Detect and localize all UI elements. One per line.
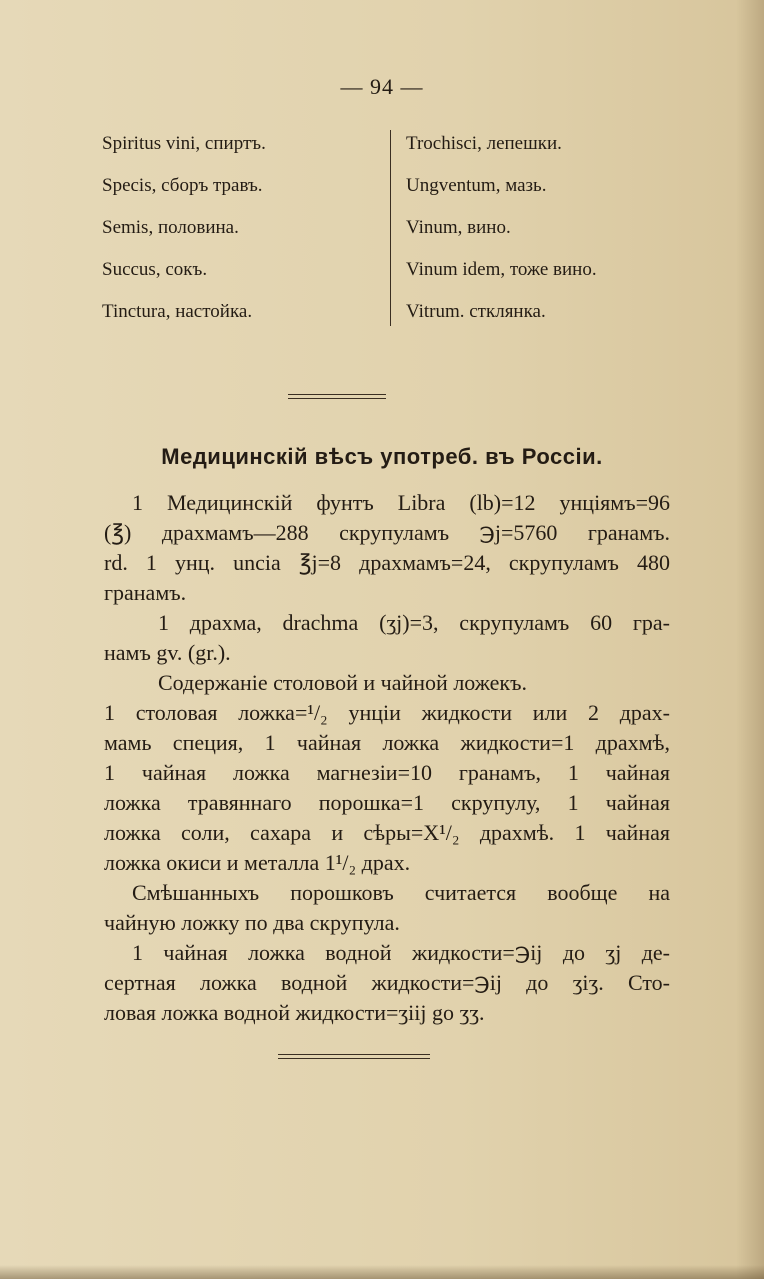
body-text (104, 488, 670, 1028)
text-line: гранамъ. (104, 580, 187, 605)
text-line: ложка окиси и металла 1¹/₂ драх. (104, 850, 411, 875)
section-divider-rule (288, 394, 386, 399)
text-line: сертная ложка водной жидкости=℈ij до ʒiʒ. Сто- (104, 970, 670, 995)
text-line: намъ gv. (gr.). (104, 640, 231, 665)
text-line: 1 чайная ложка магнезіи=10 гранамъ, 1 чайная (104, 760, 670, 785)
glossary-entry: Trochisci, лепешки. (406, 133, 562, 154)
glossary-right-column (406, 128, 666, 338)
glossary-entry: Specis, сборъ травъ. (102, 175, 263, 196)
page-number: — 94 — (340, 74, 424, 99)
text-line: 1 чайная ложка водной жидкости=℈ij до ʒj де- (132, 940, 670, 965)
section-heading: Медицинскій вѣсъ употреб. въ Россіи. (161, 444, 603, 469)
glossary-entry: Spiritus vini, спиртъ. (102, 133, 266, 154)
glossary-entry: Ungventum, мазь. (406, 175, 547, 196)
page-bottom-shadow (0, 1265, 764, 1279)
text-line: мамь специя, 1 чайная ложка жидкости=1 драхмѣ, (104, 730, 670, 755)
text-line: Смѣшанныхъ порошковъ считается вообще на (132, 880, 670, 905)
glossary-entry: Tinctura, настойка. (102, 301, 253, 322)
text-line: 1 драхма, drachma (ʒj)=3, скрупуламъ 60 гра- (158, 610, 670, 635)
column-divider (390, 130, 391, 326)
text-line: чайную ложку по два скрупула. (104, 910, 400, 935)
text-line: (℥) драхмамъ—288 скрупуламъ ℈j=5760 гранамъ. (104, 520, 670, 545)
text-line: 1 столовая ложка=¹/₂ унціи жидкости или 2 драх- (104, 700, 670, 725)
glossary-left-column (102, 128, 390, 338)
text-line: Содержаніе столовой и чайной ложекъ. (158, 670, 527, 695)
text-line: ложка травяннаго порошка=1 скрупулу, 1 чайная (104, 790, 670, 815)
text-line: ловая ложка водной жидкости=ʒiij go ʒʒ. (104, 1000, 485, 1025)
glossary-entry: Vitrum. стклянка. (406, 301, 546, 322)
text-line: ложка соли, сахара и сѣры=X¹/₂ драхмѣ. 1 чайная (104, 820, 670, 845)
glossary-entry: Succus, сокъ. (102, 259, 208, 280)
text-line: 1 Медицинскій фунтъ Libra (lb)=12 унціямъ=96 (132, 490, 670, 515)
glossary-columns (102, 128, 662, 334)
page-edge-shadow (736, 0, 764, 1279)
glossary-entry: Vinum idem, тоже вино. (406, 259, 597, 280)
glossary-entry: Vinum, вино. (406, 217, 511, 238)
end-divider-rule (278, 1054, 430, 1059)
text-line: rd. 1 унц. uncia ℥j=8 драхмамъ=24, скрупуламъ 480 (104, 550, 670, 575)
glossary-entry: Semis, половина. (102, 217, 239, 238)
